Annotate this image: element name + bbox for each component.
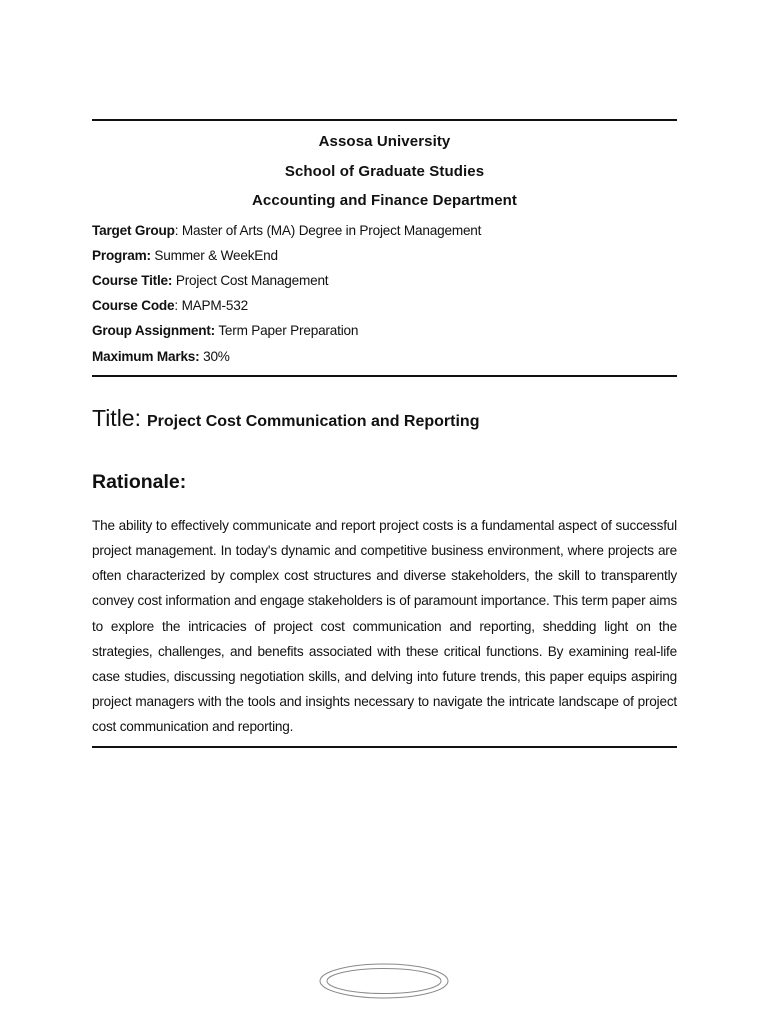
document-header [92, 121, 677, 216]
meta-row-target-group [92, 218, 677, 243]
department-name: Accounting and Finance Department [252, 192, 517, 209]
title-label: Title: [92, 404, 141, 431]
meta-label: Target Group [92, 222, 175, 238]
title-value: Project Cost Communication and Reporting [147, 412, 480, 430]
meta-label: Course Code [92, 298, 175, 314]
course-details [92, 216, 677, 375]
meta-value: Project Cost Management [175, 272, 329, 288]
meta-value: Master of Arts (MA) Degree in Project Management [181, 222, 482, 238]
university-name: Assosa University [318, 133, 451, 150]
meta-label: Course Title: [92, 272, 173, 288]
meta-row-program [92, 243, 677, 268]
meta-label: Group Assignment: [92, 323, 215, 339]
bottom-rule [92, 746, 677, 748]
meta-value: Term Paper Preparation [218, 323, 359, 339]
meta-separator: : [174, 298, 182, 314]
meta-row-course-title [92, 268, 677, 293]
meta-row-group-assignment [92, 318, 677, 343]
meta-separator: : [174, 222, 182, 238]
rationale-heading: Rationale: [92, 470, 187, 493]
oval-page-ornament-icon [318, 962, 450, 1000]
middle-rule [92, 375, 677, 377]
rationale-body: The ability to effectively communicate and report project costs is a fundamental aspect of successful project management. In today's dynamic and competitive business environment, where projects are often characterized by complex cost structures and diverse stakeholders, the skill to transparently convey cost information and engage stakeholders is of paramount importance. This term paper aims to explore the intricacies of project cost communication and reporting, shedding light on the strategies, challenges, and benefits associated with these critical functions. By examining real-life case studies, discussing negotiation skills, and delving into future trends, this paper equips aspiring project managers with the tools and insights necessary to navigate the intricate landscape of project cost communication and reporting. [92, 517, 677, 735]
meta-value: MAPM-532 [181, 298, 248, 314]
meta-row-maximum-marks [92, 344, 677, 369]
school-name: School of Graduate Studies [284, 162, 485, 180]
document-page [92, 119, 677, 748]
meta-label: Program: [92, 247, 151, 263]
meta-value: 30% [203, 348, 230, 364]
meta-row-course-code [92, 293, 677, 318]
meta-value: Summer & WeekEnd [154, 247, 278, 263]
meta-label: Maximum Marks: [92, 348, 200, 364]
paper-title [92, 404, 677, 436]
